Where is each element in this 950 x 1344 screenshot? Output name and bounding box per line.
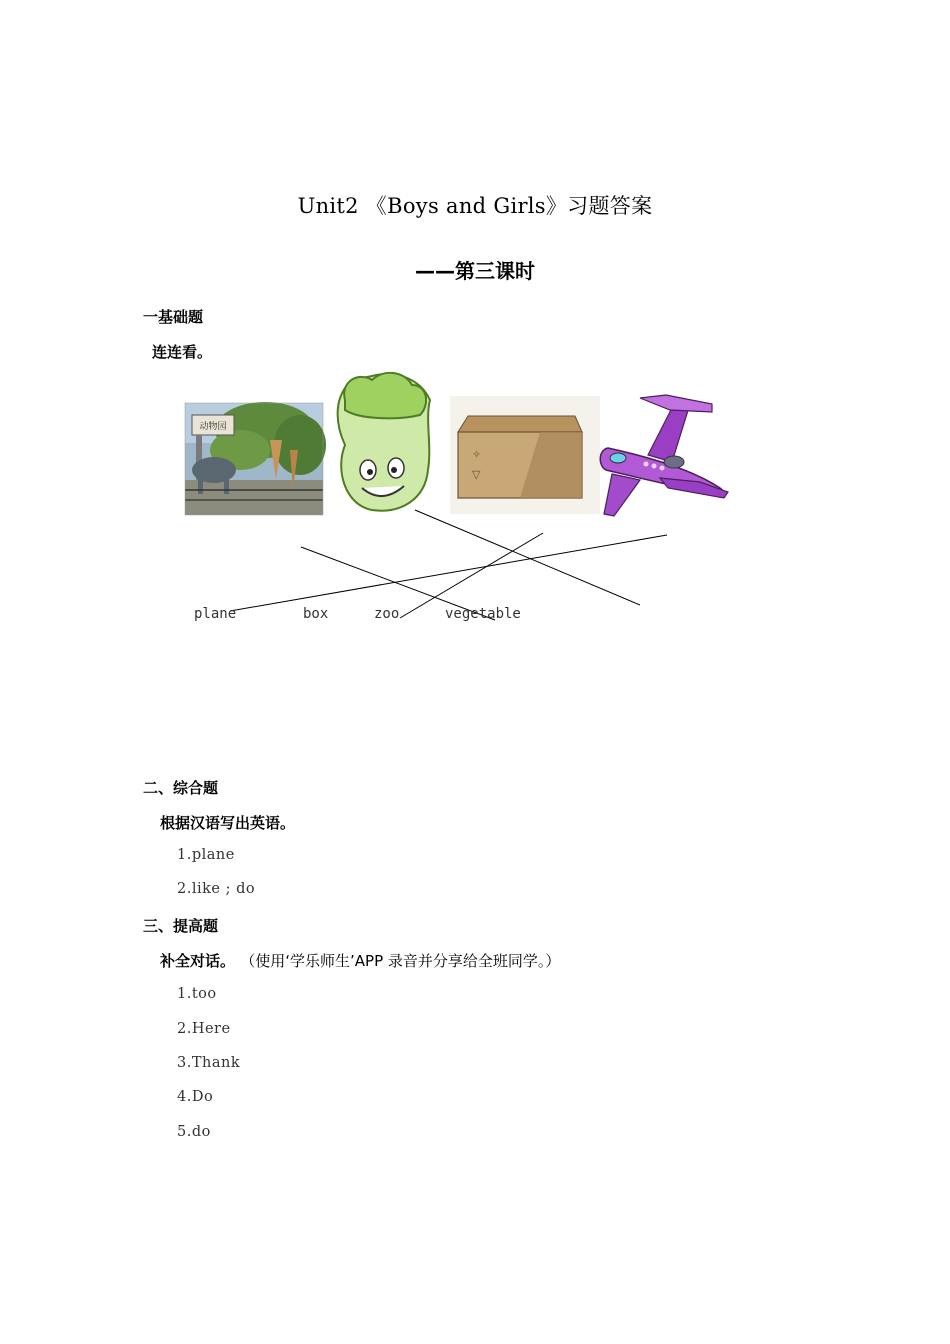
page-subtitle: ——第三课时: [415, 259, 535, 283]
word-vegetable: vegetable: [445, 606, 521, 622]
match-line-plane: [230, 535, 667, 611]
page-title: Unit2 《Boys and Girls》习题答案: [297, 194, 653, 218]
section2-instruction: 根据汉语写出英语。: [160, 814, 296, 832]
word-zoo: zoo: [374, 606, 400, 622]
section2-heading: 二、综合题: [143, 779, 219, 797]
match-line-vegetable: [415, 510, 640, 605]
section1-heading: 一基础题: [143, 308, 204, 326]
word-box: box: [303, 606, 329, 622]
section3-answer-4: 4.Do: [177, 1089, 214, 1105]
zoo-sign-text: 动物园: [199, 422, 227, 432]
section2-answer-1: 1.plane: [177, 847, 235, 863]
section3-answer-3: 3.Thank: [177, 1055, 241, 1071]
section3-instruction: 补全对话。: [160, 952, 236, 970]
section3-answer-2: 2.Here: [177, 1021, 231, 1037]
section2-answer-2: 2.like ; do: [177, 881, 256, 897]
vegetable-picture: [338, 373, 430, 511]
matching-lines: [230, 510, 667, 620]
svg-text:▽: ▽: [472, 468, 481, 481]
zoo-picture: [185, 402, 326, 515]
section3-answer-1: 1.too: [177, 986, 217, 1002]
section1-instruction: 连连看。: [152, 343, 213, 361]
section3-instruction-line: [160, 950, 560, 971]
section3-answer-5: 5.do: [177, 1124, 211, 1140]
box-picture: [450, 396, 600, 514]
plane-picture: [600, 395, 728, 516]
section3-note: （使用‘学乐师生’APP 录音并分享给全班同学。）: [240, 952, 561, 970]
word-plane: plane: [194, 606, 237, 622]
svg-text:✧: ✧: [472, 448, 482, 461]
section3-heading: 三、提高题: [143, 917, 219, 935]
